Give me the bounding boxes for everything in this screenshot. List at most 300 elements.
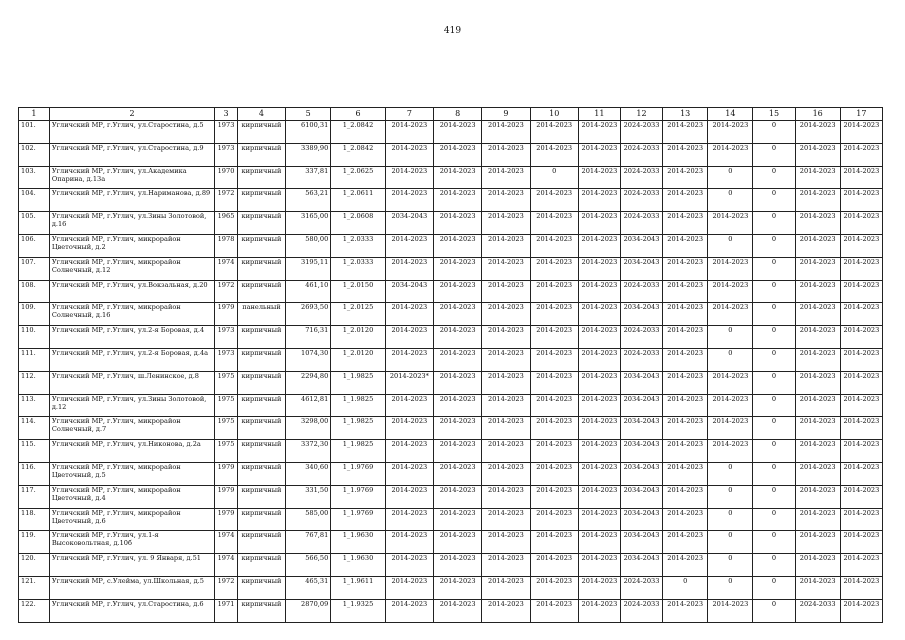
- period-cell: 2014-2023: [663, 166, 708, 189]
- table-row: [19, 554, 883, 577]
- index-cell: 1_1.9825: [331, 440, 385, 463]
- column-header: 14: [708, 108, 753, 121]
- period-cell: 2014-2023: [434, 280, 482, 303]
- period-cell: 2034-2043: [620, 303, 662, 326]
- row-number: 117.: [19, 485, 50, 508]
- table-row: [19, 257, 883, 280]
- period-cell: 2014-2023: [578, 599, 620, 622]
- row-number: 103.: [19, 166, 50, 189]
- row-number: 108.: [19, 280, 50, 303]
- address-cell: Угличский МР, г.Углич, ул.Старостина, д.6: [49, 599, 214, 622]
- period-cell: 2014-2023: [663, 326, 708, 349]
- period-cell: 2014-2023: [434, 371, 482, 394]
- period-cell: 2014-2023: [578, 531, 620, 554]
- address-cell: Угличский МР, г.Углич, ул.1-я Высоковольтная, д.10б: [49, 531, 214, 554]
- period-cell: 2014-2023: [840, 326, 882, 349]
- period-cell: 2014-2023: [795, 280, 840, 303]
- column-header: 3: [215, 108, 238, 121]
- period-cell: 2014-2023: [578, 554, 620, 577]
- index-cell: 1_2.0842: [331, 143, 385, 166]
- housing-registry-table: [18, 107, 883, 623]
- wall-material-cell: кирпичный: [237, 166, 285, 189]
- area-cell: 331,50: [286, 485, 331, 508]
- period-cell: 2024-2033: [795, 599, 840, 622]
- year-cell: 1979: [215, 508, 238, 531]
- period-cell: 2034-2043: [620, 462, 662, 485]
- period-cell: 2014-2023: [795, 485, 840, 508]
- table-row: [19, 212, 883, 235]
- period-cell: 2014-2023: [578, 485, 620, 508]
- period-cell: 0: [708, 348, 753, 371]
- table-row: [19, 189, 883, 212]
- period-cell: 2014-2023: [663, 394, 708, 417]
- area-cell: 585,00: [286, 508, 331, 531]
- wall-material-cell: кирпичный: [237, 257, 285, 280]
- period-cell: 2014-2023*: [385, 371, 433, 394]
- period-cell: 0: [708, 234, 753, 257]
- year-cell: 1974: [215, 531, 238, 554]
- period-cell: 2014-2023: [578, 189, 620, 212]
- area-cell: 465,31: [286, 576, 331, 599]
- address-cell: Угличский МР, г.Углич, ул.Никонова, д.2а: [49, 440, 214, 463]
- row-number: 106.: [19, 234, 50, 257]
- table-row: [19, 234, 883, 257]
- index-cell: 1_2.0611: [331, 189, 385, 212]
- address-cell: Угличский МР, г.Углич, микрорайон Цветочный, д.5: [49, 462, 214, 485]
- period-cell: 2014-2023: [482, 394, 530, 417]
- period-cell: 2014-2023: [385, 485, 433, 508]
- year-cell: 1971: [215, 599, 238, 622]
- index-cell: 1_2.0333: [331, 234, 385, 257]
- year-cell: 1972: [215, 189, 238, 212]
- period-cell: 2014-2023: [434, 348, 482, 371]
- row-number: 104.: [19, 189, 50, 212]
- table-row: [19, 121, 883, 144]
- period-cell: 2014-2023: [708, 257, 753, 280]
- period-cell: 2014-2023: [795, 394, 840, 417]
- period-cell: 2014-2023: [840, 576, 882, 599]
- period-cell: 2014-2023: [385, 234, 433, 257]
- wall-material-cell: кирпичный: [237, 462, 285, 485]
- table-row: [19, 576, 883, 599]
- year-cell: 1974: [215, 554, 238, 577]
- year-cell: 1975: [215, 394, 238, 417]
- index-cell: 1_1.9825: [331, 371, 385, 394]
- wall-material-cell: кирпичный: [237, 234, 285, 257]
- period-cell: 2034-2043: [620, 394, 662, 417]
- year-cell: 1973: [215, 143, 238, 166]
- year-cell: 1979: [215, 462, 238, 485]
- table-row: [19, 303, 883, 326]
- row-number: 119.: [19, 531, 50, 554]
- period-cell: 2014-2023: [840, 531, 882, 554]
- row-number: 116.: [19, 462, 50, 485]
- period-cell: 2014-2023: [578, 326, 620, 349]
- period-cell: 0: [753, 212, 795, 235]
- wall-material-cell: кирпичный: [237, 440, 285, 463]
- area-cell: 3372,30: [286, 440, 331, 463]
- period-cell: 2014-2023: [840, 212, 882, 235]
- period-cell: 2014-2023: [530, 257, 578, 280]
- column-header: 1: [19, 108, 50, 121]
- period-cell: 2014-2023: [708, 394, 753, 417]
- period-cell: 0: [753, 121, 795, 144]
- column-header: 5: [286, 108, 331, 121]
- address-cell: Угличский МР, г.Углич, микрорайон Цветочный, д.2: [49, 234, 214, 257]
- index-cell: 1_2.0120: [331, 326, 385, 349]
- year-cell: 1975: [215, 440, 238, 463]
- period-cell: 2014-2023: [663, 143, 708, 166]
- period-cell: 2014-2023: [434, 576, 482, 599]
- period-cell: 2014-2023: [385, 599, 433, 622]
- column-header: 10: [530, 108, 578, 121]
- page-number: 419: [443, 26, 462, 36]
- row-number: 113.: [19, 394, 50, 417]
- period-cell: 2014-2023: [434, 508, 482, 531]
- row-number: 110.: [19, 326, 50, 349]
- row-number: 105.: [19, 212, 50, 235]
- area-cell: 3298,00: [286, 417, 331, 440]
- address-cell: Угличский МР, с.Улейма, ул.Школьная, д.5: [49, 576, 214, 599]
- period-cell: 0: [753, 531, 795, 554]
- period-cell: 0: [753, 143, 795, 166]
- table-row: [19, 531, 883, 554]
- period-cell: 2024-2033: [620, 212, 662, 235]
- period-cell: 2014-2023: [708, 371, 753, 394]
- wall-material-cell: кирпичный: [237, 326, 285, 349]
- period-cell: 2034-2043: [620, 508, 662, 531]
- period-cell: 2014-2023: [795, 189, 840, 212]
- wall-material-cell: кирпичный: [237, 394, 285, 417]
- period-cell: 2014-2023: [434, 417, 482, 440]
- period-cell: 0: [753, 166, 795, 189]
- period-cell: 2014-2023: [578, 394, 620, 417]
- period-cell: 2014-2023: [663, 257, 708, 280]
- period-cell: 2014-2023: [795, 508, 840, 531]
- wall-material-cell: кирпичный: [237, 554, 285, 577]
- period-cell: 2014-2023: [530, 508, 578, 531]
- period-cell: 2014-2023: [385, 417, 433, 440]
- index-cell: 1_2.0842: [331, 121, 385, 144]
- period-cell: 2014-2023: [578, 440, 620, 463]
- area-cell: 340,60: [286, 462, 331, 485]
- index-cell: 1_1.9825: [331, 417, 385, 440]
- period-cell: 2014-2023: [530, 576, 578, 599]
- period-cell: 2014-2023: [434, 212, 482, 235]
- table-body: [19, 121, 883, 623]
- period-cell: 2014-2023: [434, 166, 482, 189]
- period-cell: 2014-2023: [795, 121, 840, 144]
- wall-material-cell: кирпичный: [237, 371, 285, 394]
- index-cell: 1_1.9611: [331, 576, 385, 599]
- period-cell: 2014-2023: [530, 303, 578, 326]
- period-cell: 2034-2043: [620, 554, 662, 577]
- period-cell: 0: [753, 234, 795, 257]
- period-cell: 0: [753, 485, 795, 508]
- wall-material-cell: кирпичный: [237, 280, 285, 303]
- address-cell: Угличский МР, г.Углич, ул.Вокзальная, д.20: [49, 280, 214, 303]
- column-header: 4: [237, 108, 285, 121]
- period-cell: 2014-2023: [708, 121, 753, 144]
- row-number: 101.: [19, 121, 50, 144]
- period-cell: 2014-2023: [578, 303, 620, 326]
- wall-material-cell: кирпичный: [237, 508, 285, 531]
- index-cell: 1_1.9630: [331, 531, 385, 554]
- period-cell: 2014-2023: [663, 371, 708, 394]
- period-cell: 2014-2023: [840, 257, 882, 280]
- period-cell: 0: [753, 440, 795, 463]
- period-cell: 2014-2023: [530, 554, 578, 577]
- period-cell: 2014-2023: [434, 234, 482, 257]
- table-header-row: [19, 108, 883, 121]
- period-cell: 0: [753, 554, 795, 577]
- period-cell: 2014-2023: [482, 257, 530, 280]
- period-cell: 0: [753, 280, 795, 303]
- area-cell: 1074,30: [286, 348, 331, 371]
- year-cell: 1973: [215, 121, 238, 144]
- wall-material-cell: кирпичный: [237, 143, 285, 166]
- period-cell: 2014-2023: [795, 143, 840, 166]
- period-cell: 2014-2023: [578, 143, 620, 166]
- period-cell: 2034-2043: [385, 280, 433, 303]
- period-cell: 2014-2023: [530, 348, 578, 371]
- period-cell: 2014-2023: [840, 348, 882, 371]
- period-cell: 2014-2023: [795, 257, 840, 280]
- period-cell: 0: [663, 576, 708, 599]
- period-cell: 0: [753, 394, 795, 417]
- index-cell: 1_2.0120: [331, 348, 385, 371]
- period-cell: 2014-2023: [840, 599, 882, 622]
- address-cell: Угличский МР, г.Углич, ул.Академика Опарина, д.13а: [49, 166, 214, 189]
- period-cell: 2014-2023: [530, 280, 578, 303]
- area-cell: 337,81: [286, 166, 331, 189]
- period-cell: 2014-2023: [578, 576, 620, 599]
- area-cell: 716,31: [286, 326, 331, 349]
- period-cell: 2014-2023: [530, 212, 578, 235]
- wall-material-cell: панельный: [237, 303, 285, 326]
- period-cell: 2014-2023: [385, 440, 433, 463]
- wall-material-cell: кирпичный: [237, 189, 285, 212]
- address-cell: Угличский МР, г.Углич, микрорайон Солнечный, д.16: [49, 303, 214, 326]
- period-cell: 2014-2023: [795, 326, 840, 349]
- period-cell: 0: [530, 166, 578, 189]
- period-cell: 2034-2043: [620, 485, 662, 508]
- index-cell: 1_2.0608: [331, 212, 385, 235]
- index-cell: 1_2.0333: [331, 257, 385, 280]
- period-cell: 2014-2023: [840, 234, 882, 257]
- year-cell: 1978: [215, 234, 238, 257]
- area-cell: 580,00: [286, 234, 331, 257]
- table-row: [19, 462, 883, 485]
- address-cell: Угличский МР, г.Углич, ул.2-я Боровая, д.4: [49, 326, 214, 349]
- index-cell: 1_1.9825: [331, 394, 385, 417]
- index-cell: 1_2.0125: [331, 303, 385, 326]
- period-cell: 0: [753, 417, 795, 440]
- period-cell: 2014-2023: [482, 212, 530, 235]
- area-cell: 3165,00: [286, 212, 331, 235]
- period-cell: 2014-2023: [385, 531, 433, 554]
- column-header: 16: [795, 108, 840, 121]
- row-number: 120.: [19, 554, 50, 577]
- period-cell: 2014-2023: [708, 303, 753, 326]
- row-number: 111.: [19, 348, 50, 371]
- period-cell: 2014-2023: [385, 508, 433, 531]
- period-cell: 2014-2023: [840, 121, 882, 144]
- period-cell: 2014-2023: [663, 440, 708, 463]
- period-cell: 0: [753, 371, 795, 394]
- period-cell: 2014-2023: [840, 166, 882, 189]
- period-cell: 2024-2033: [620, 348, 662, 371]
- period-cell: 2014-2023: [530, 234, 578, 257]
- table-row: [19, 417, 883, 440]
- index-cell: 1_2.0150: [331, 280, 385, 303]
- period-cell: 2014-2023: [708, 440, 753, 463]
- row-number: 109.: [19, 303, 50, 326]
- period-cell: 0: [753, 576, 795, 599]
- period-cell: 2034-2043: [620, 531, 662, 554]
- period-cell: 2014-2023: [663, 417, 708, 440]
- period-cell: 2014-2023: [530, 189, 578, 212]
- period-cell: 0: [753, 348, 795, 371]
- period-cell: 2034-2043: [620, 417, 662, 440]
- period-cell: 2014-2023: [482, 326, 530, 349]
- column-header: 9: [482, 108, 530, 121]
- period-cell: 2014-2023: [434, 326, 482, 349]
- period-cell: 0: [708, 166, 753, 189]
- period-cell: 2014-2023: [578, 508, 620, 531]
- period-cell: 2014-2023: [840, 508, 882, 531]
- column-header: 11: [578, 108, 620, 121]
- period-cell: 2014-2023: [530, 417, 578, 440]
- area-cell: 3389,90: [286, 143, 331, 166]
- period-cell: 2014-2023: [385, 394, 433, 417]
- period-cell: 2014-2023: [578, 166, 620, 189]
- row-number: 122.: [19, 599, 50, 622]
- period-cell: 2014-2023: [530, 531, 578, 554]
- index-cell: 1_1.9325: [331, 599, 385, 622]
- area-cell: 461,10: [286, 280, 331, 303]
- table-row: [19, 326, 883, 349]
- period-cell: 2014-2023: [708, 417, 753, 440]
- table-row: [19, 440, 883, 463]
- period-cell: 2014-2023: [708, 143, 753, 166]
- period-cell: 2024-2033: [620, 189, 662, 212]
- period-cell: 2024-2033: [620, 280, 662, 303]
- period-cell: 0: [708, 326, 753, 349]
- year-cell: 1965: [215, 212, 238, 235]
- year-cell: 1972: [215, 280, 238, 303]
- period-cell: 2014-2023: [434, 143, 482, 166]
- period-cell: 0: [708, 554, 753, 577]
- period-cell: 2014-2023: [434, 394, 482, 417]
- area-cell: 2693,50: [286, 303, 331, 326]
- address-cell: Угличский МР, г.Углич, микрорайон Цветочный, д.6: [49, 508, 214, 531]
- year-cell: 1972: [215, 576, 238, 599]
- period-cell: 2014-2023: [385, 554, 433, 577]
- period-cell: 2014-2023: [385, 143, 433, 166]
- period-cell: 2014-2023: [482, 234, 530, 257]
- period-cell: 2014-2023: [482, 576, 530, 599]
- period-cell: 2014-2023: [530, 326, 578, 349]
- period-cell: 0: [753, 257, 795, 280]
- period-cell: 2014-2023: [482, 531, 530, 554]
- period-cell: 2014-2023: [840, 462, 882, 485]
- period-cell: 2014-2023: [795, 531, 840, 554]
- period-cell: 2014-2023: [663, 303, 708, 326]
- column-header: 12: [620, 108, 662, 121]
- period-cell: 0: [753, 599, 795, 622]
- period-cell: 2014-2023: [482, 485, 530, 508]
- table-row: [19, 371, 883, 394]
- period-cell: 2014-2023: [578, 212, 620, 235]
- period-cell: 2014-2023: [795, 212, 840, 235]
- period-cell: 0: [753, 462, 795, 485]
- period-cell: 2014-2023: [663, 485, 708, 508]
- period-cell: 2014-2023: [434, 121, 482, 144]
- period-cell: 2014-2023: [795, 440, 840, 463]
- period-cell: 2014-2023: [482, 371, 530, 394]
- column-header: 15: [753, 108, 795, 121]
- period-cell: 2014-2023: [385, 326, 433, 349]
- period-cell: 2014-2023: [578, 280, 620, 303]
- period-cell: 2024-2033: [620, 121, 662, 144]
- period-cell: 2014-2023: [840, 417, 882, 440]
- period-cell: 2034-2043: [620, 234, 662, 257]
- table-row: [19, 394, 883, 417]
- address-cell: Угличский МР, г.Углич, ул. 9 Января, д.51: [49, 554, 214, 577]
- period-cell: 2014-2023: [795, 554, 840, 577]
- period-cell: 2014-2023: [434, 440, 482, 463]
- period-cell: 2014-2023: [578, 462, 620, 485]
- period-cell: 2014-2023: [795, 166, 840, 189]
- period-cell: 2014-2023: [663, 462, 708, 485]
- period-cell: 2034-2043: [620, 440, 662, 463]
- wall-material-cell: кирпичный: [237, 531, 285, 554]
- year-cell: 1973: [215, 348, 238, 371]
- period-cell: 2014-2023: [663, 189, 708, 212]
- period-cell: 2014-2023: [530, 485, 578, 508]
- column-header: 7: [385, 108, 433, 121]
- column-header: 17: [840, 108, 882, 121]
- row-number: 118.: [19, 508, 50, 531]
- address-cell: Угличский МР, г.Углич, ул.2-я Боровая, д.4а: [49, 348, 214, 371]
- period-cell: 2014-2023: [434, 189, 482, 212]
- period-cell: 2014-2023: [795, 576, 840, 599]
- period-cell: 2014-2023: [482, 303, 530, 326]
- period-cell: 2014-2023: [840, 143, 882, 166]
- year-cell: 1975: [215, 417, 238, 440]
- table-row: [19, 599, 883, 622]
- period-cell: 2014-2023: [530, 143, 578, 166]
- period-cell: 2014-2023: [530, 371, 578, 394]
- index-cell: 1_1.9630: [331, 554, 385, 577]
- area-cell: 2870,09: [286, 599, 331, 622]
- wall-material-cell: кирпичный: [237, 599, 285, 622]
- address-cell: Угличский МР, г.Углич, ул.Зины Золотовой, д.12: [49, 394, 214, 417]
- table-row: [19, 485, 883, 508]
- address-cell: Угличский МР, г.Углич, ул.Старостина, д.5: [49, 121, 214, 144]
- wall-material-cell: кирпичный: [237, 417, 285, 440]
- period-cell: 2014-2023: [795, 348, 840, 371]
- period-cell: 2014-2023: [795, 234, 840, 257]
- period-cell: 2014-2023: [482, 554, 530, 577]
- period-cell: 2014-2023: [663, 599, 708, 622]
- period-cell: 2014-2023: [385, 348, 433, 371]
- period-cell: 2014-2023: [385, 121, 433, 144]
- index-cell: 1_1.9769: [331, 508, 385, 531]
- period-cell: 2014-2023: [578, 348, 620, 371]
- period-cell: 2014-2023: [530, 121, 578, 144]
